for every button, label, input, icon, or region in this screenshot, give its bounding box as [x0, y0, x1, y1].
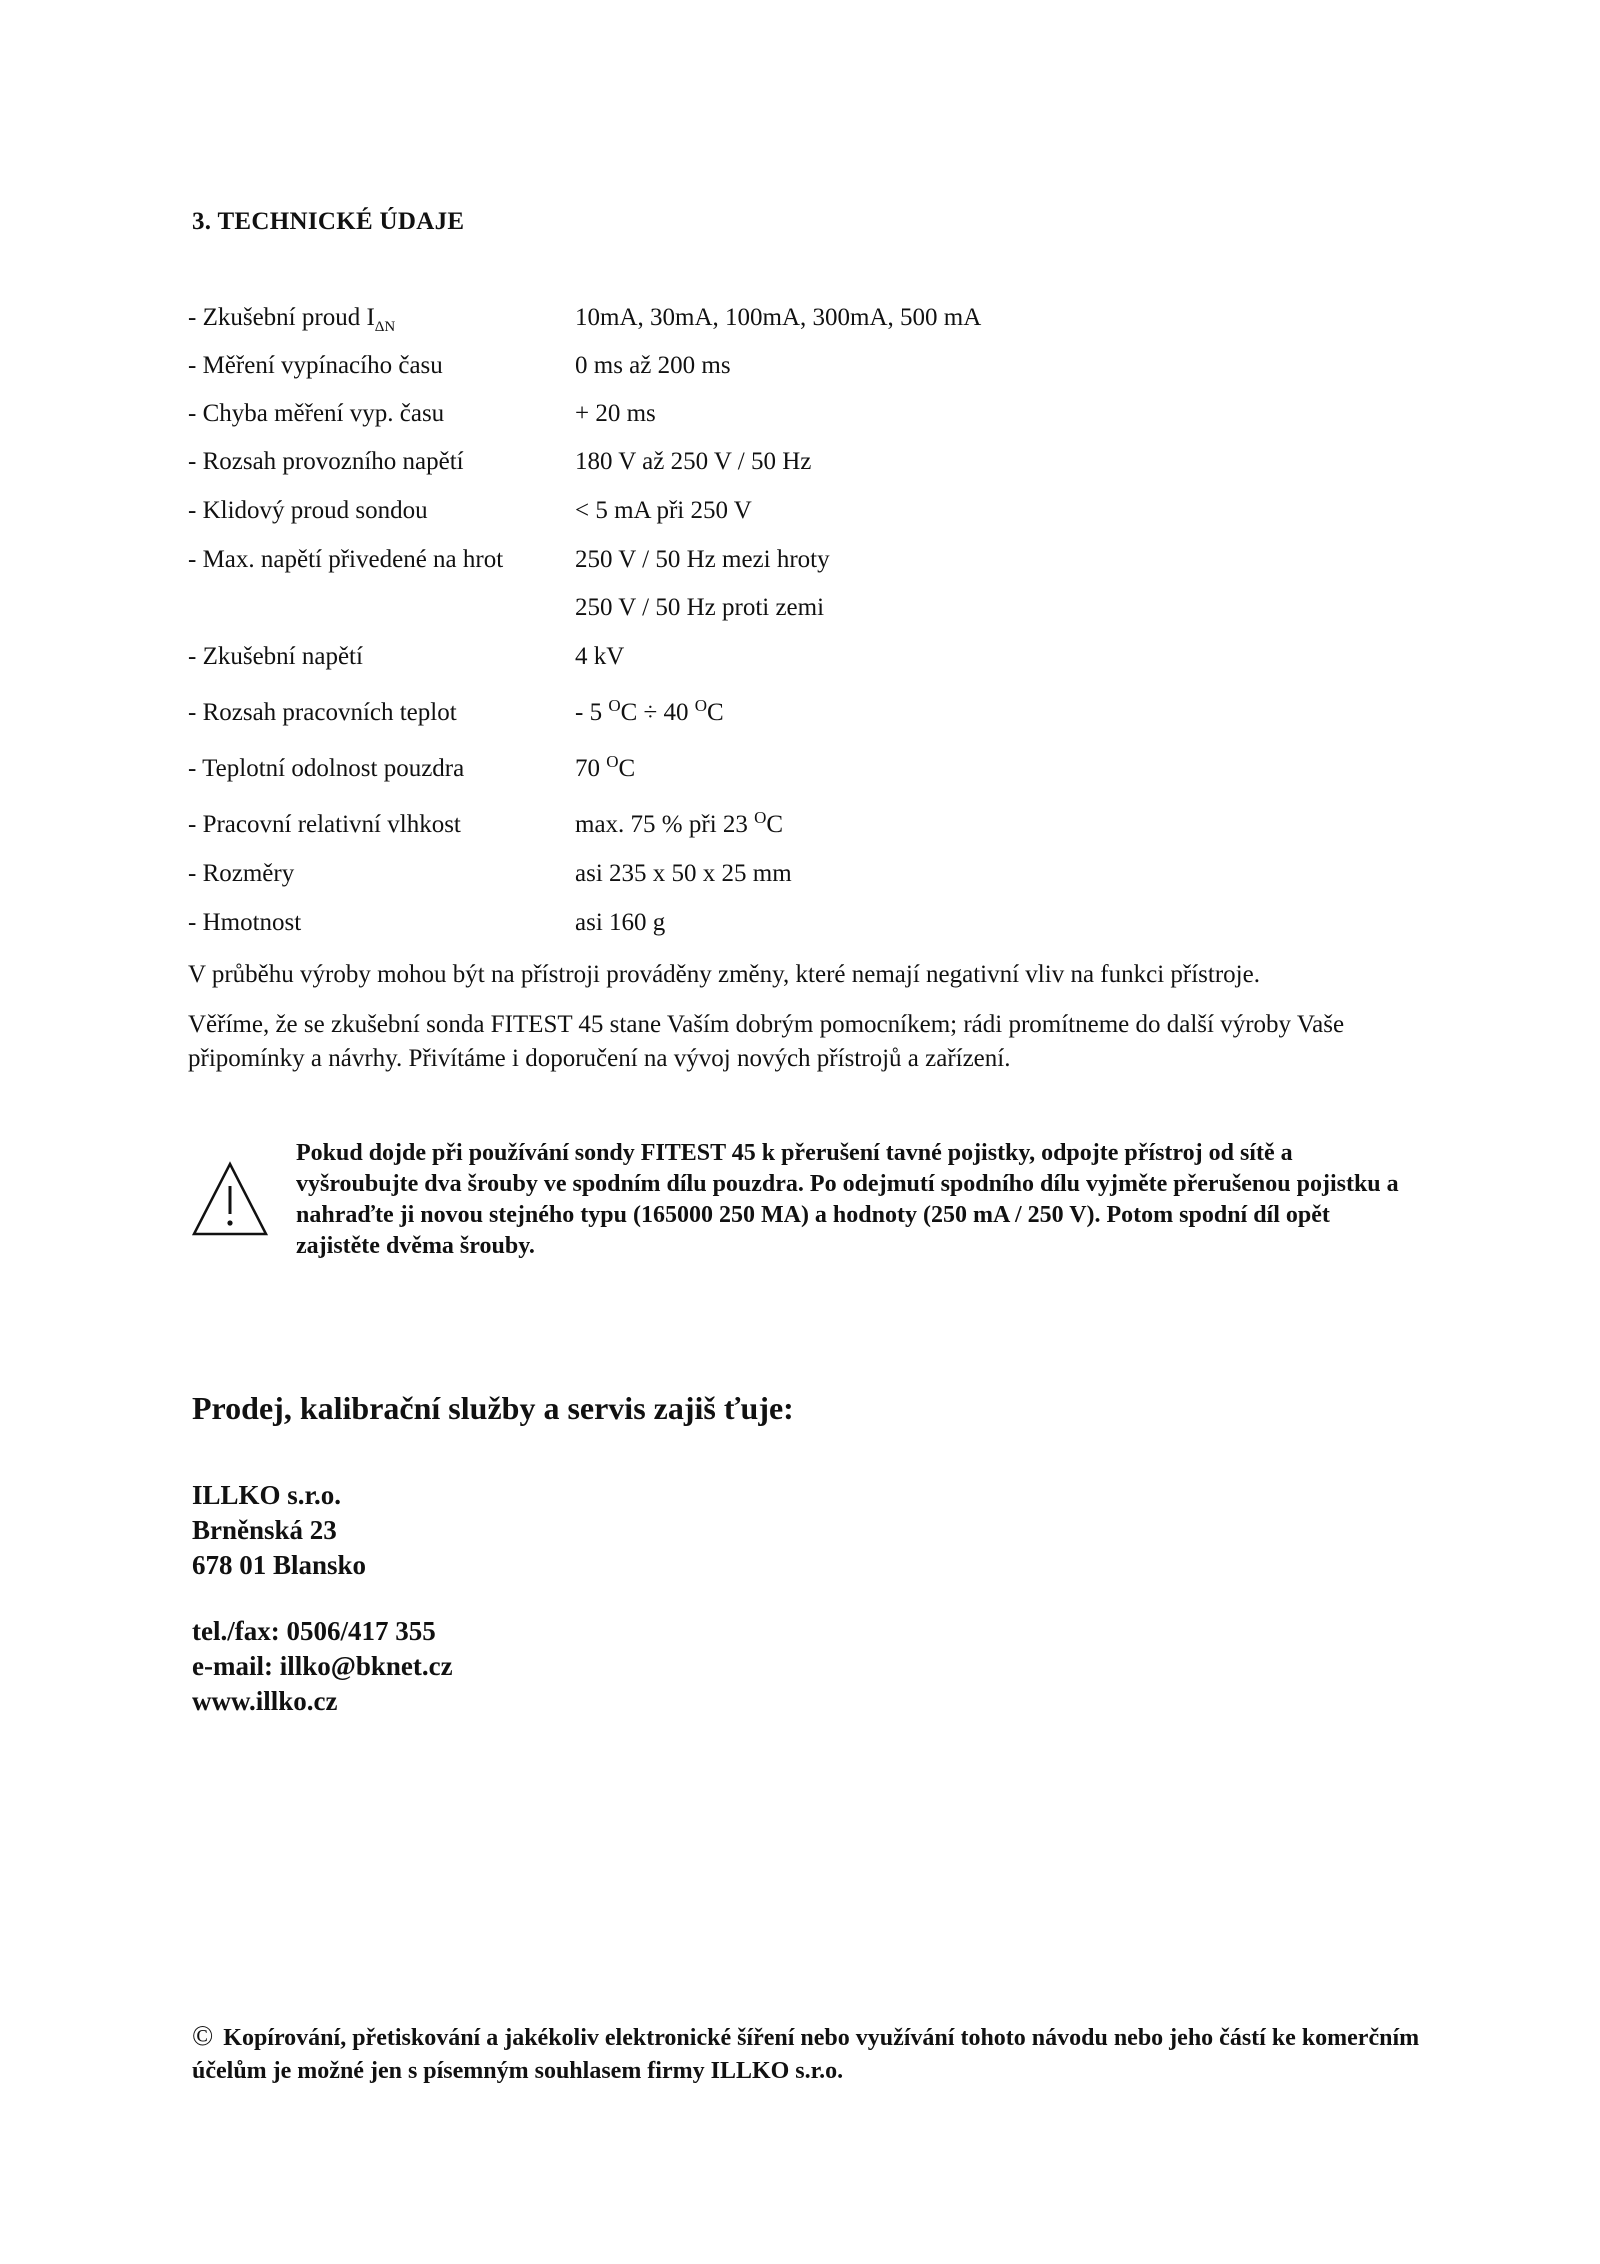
- spec-label: - Pracovní relativní vlhkost: [188, 811, 461, 838]
- spec-row-housing-temperature: [188, 751, 1438, 787]
- spec-label: - Rozsah provozního napětí: [188, 448, 464, 475]
- copyright-text: Kopírování, přetiskování a jakékoliv elektronické šíření nebo využívání tohoto návodu nebo jeho částí ke komerčním účelům je možné jen s písemným souhlasem firmy ILLKO s.r.o.: [192, 2025, 1420, 2084]
- degree-superscript: O: [754, 808, 767, 827]
- spec-row-time-error: [188, 396, 1438, 432]
- contact-web: www.illko.cz: [192, 1686, 338, 1716]
- spec-value: + 20 ms: [575, 400, 656, 427]
- spec-value: 10mA, 30mA, 100mA, 300mA, 500 mA: [575, 304, 982, 331]
- spec-row-voltage-range: [188, 444, 1438, 480]
- spec-value: 250 V / 50 Hz proti zemi: [575, 594, 825, 621]
- spec-value: asi 160 g: [575, 909, 666, 936]
- contact-email: e-mail: illko@bknet.cz: [192, 1651, 453, 1681]
- spec-row-operating-temperature: [188, 695, 1438, 731]
- company-street: Brněnská 23: [192, 1515, 337, 1545]
- spec-value: 250 V / 50 Hz mezi hroty: [575, 546, 830, 573]
- spec-value: max. 75 % při 23 $^O$C: [575, 808, 784, 838]
- spec-row-weight: [188, 905, 1438, 941]
- spec-label: - Rozsah pracovních teplot: [188, 699, 457, 726]
- sales-heading: Prodej, kalibrační služby a servis zajiš ťuje:: [192, 1390, 794, 1426]
- warning-triangle-icon: [190, 1160, 270, 1240]
- copyright-symbol: ©: [192, 2021, 214, 2052]
- spec-label: - Zkušební napětí: [188, 643, 363, 670]
- company-city: 678 01 Blansko: [192, 1550, 367, 1580]
- label-subscript: ΔN: [374, 319, 396, 335]
- spec-row-humidity: [188, 807, 1438, 843]
- spec-row-trip-time: [188, 348, 1438, 384]
- company-contact: [192, 1614, 453, 1719]
- company-address: [192, 1478, 366, 1583]
- spec-row-dimensions: [188, 856, 1438, 892]
- copyright-notice: [192, 2020, 1442, 2088]
- spec-label: - Chyba měření vyp. času: [188, 400, 445, 427]
- warning-text: Pokud dojde při používání sondy FITEST 45 k přerušení tavné pojistky, odpojte přístroj od sítě a vyšroubujte dva šrouby ve spodním dílu pouzdra. Po odejmutí spodního dílu vyjměte přerušenou pojistku a nahraďte ji novou stejného typu (165000 250 MA) a hodnoty (250 mA / 250 V). Potom spodní díl opět zajistěte dvěma šrouby.: [296, 1140, 1399, 1259]
- spec-value: 180 V až 250 V / 50 Hz: [575, 448, 812, 475]
- degree-superscript: O: [606, 752, 619, 771]
- spec-label: - Klidový proud sondou: [188, 497, 428, 524]
- company-name: ILLKO s.r.o.: [192, 1480, 342, 1510]
- spec-value: asi 235 x 50 x 25 mm: [575, 860, 792, 887]
- thanks-note: Věříme, že se zkušební sonda FITEST 45 stane Vaším dobrým pomocníkem; rádi promítneme do další výroby Vaše připomínky a návrhy. Přivítáme i doporučení na vývoj nových přístrojů a zařízení.: [188, 1011, 1345, 1072]
- spec-label: - Zkušební proud $I_{\Delta N}$: [188, 304, 396, 335]
- spec-row-max-voltage-ground: [188, 590, 1438, 626]
- spec-label: - Max. napětí přivedené na hrot: [188, 546, 504, 573]
- degree-superscript: O: [608, 696, 621, 715]
- spec-label: - Teplotní odolnost pouzdra: [188, 755, 465, 782]
- section-title: 3. TECHNICKÉ ÚDAJE: [192, 208, 465, 235]
- spec-row-max-voltage: [188, 542, 1438, 578]
- contact-phone: tel./fax: 0506/417 355: [192, 1616, 436, 1646]
- spec-value: 0 ms až 200 ms: [575, 352, 731, 379]
- spec-row-quiescent-current: [188, 493, 1438, 529]
- spec-value: < 5 mA při 250 V: [575, 497, 752, 524]
- changes-note: V průběhu výroby mohou být na přístroji prováděny změny, které nemají negativní vliv na funkci přístroje.: [188, 961, 1260, 988]
- spec-value: - 5 $^O$C ÷ 40 $^O$C: [575, 696, 724, 726]
- spec-label: - Měření vypínacího času: [188, 352, 443, 379]
- spec-row-test-voltage: [188, 639, 1438, 675]
- spec-value: 4 kV: [575, 643, 625, 670]
- spec-label: - Hmotnost: [188, 909, 302, 936]
- spec-row-test-current: [188, 300, 1438, 336]
- spec-value: 70 $^O$C: [575, 752, 636, 782]
- degree-superscript: O: [694, 696, 708, 715]
- spec-label: - Rozměry: [188, 860, 295, 887]
